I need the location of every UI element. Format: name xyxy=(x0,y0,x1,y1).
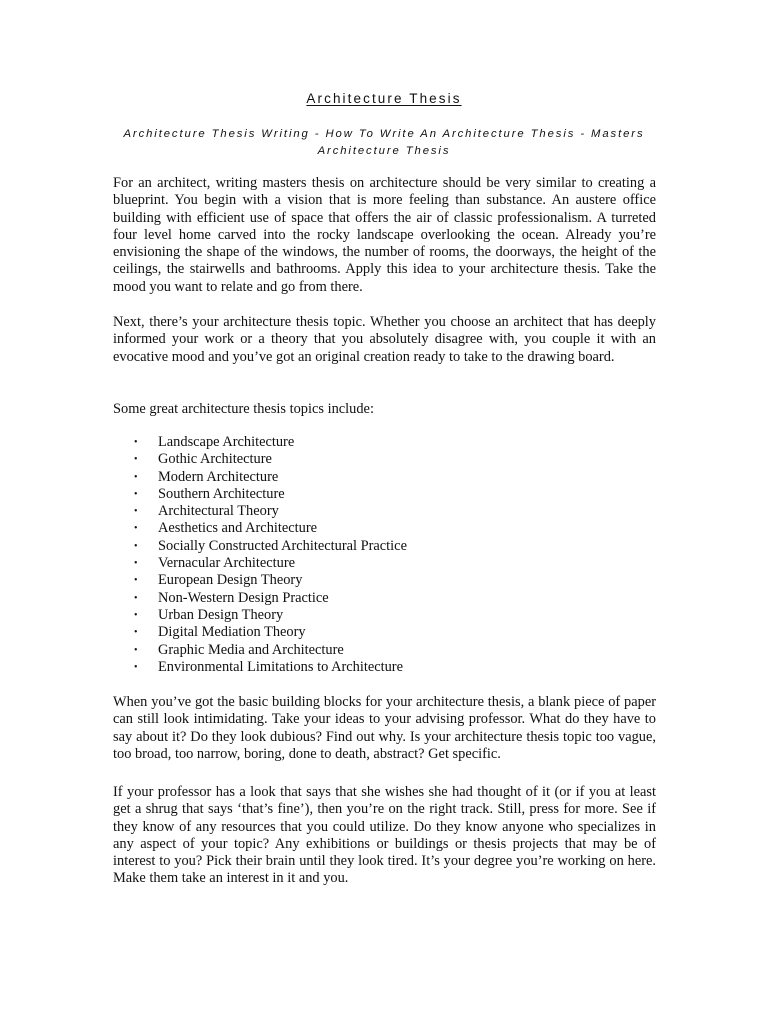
paragraph-topic: Next, there’s your architecture thesis topic. Whether you choose an architect that has deeply informed your work or a theory that you absolutely disagree with, you couple it with an evocative mood and you’ve got an original creation ready to take to the drawing board. xyxy=(113,314,656,365)
list-item-label: Non-Western Design Practice xyxy=(158,589,329,606)
paragraph-topics-lead: Some great architecture thesis topics include: xyxy=(113,401,374,417)
list-item-label: Environmental Limitations to Architecture xyxy=(158,658,403,675)
list-item xyxy=(113,590,656,607)
bullet-icon: • xyxy=(134,506,138,518)
list-item-label: European Design Theory xyxy=(158,572,303,589)
list-item-label: Vernacular Architecture xyxy=(158,555,296,572)
bullet-icon: • xyxy=(134,627,138,639)
paragraph-intro: For an architect, writing masters thesis on architecture should be very similar to creating a blueprint. You begin with a vision that is more feeling than substance. An austere office building with efficient use of space that offers the air of classic professionalism. A turreted four level home carved into the rocky landscape overlooking the ocean. Already you’re envisioning the shape of the windows, the number of rooms, the doorways, the height of the ceilings, the stairwells and bathrooms. Apply this idea to your architecture thesis. Take the mood you want to relate and go from there. xyxy=(113,175,656,295)
bullet-icon: • xyxy=(134,644,138,656)
bullet-icon: • xyxy=(134,609,138,621)
list-item xyxy=(113,434,656,451)
bullet-icon: • xyxy=(134,558,138,570)
list-item xyxy=(113,555,656,572)
bullet-icon: • xyxy=(134,540,138,552)
list-item xyxy=(113,642,656,659)
topic-list xyxy=(113,434,656,676)
list-item-label: Graphic Media and Architecture xyxy=(158,641,344,658)
list-item-label: Modern Architecture xyxy=(158,468,279,485)
list-item-label: Digital Mediation Theory xyxy=(158,624,306,641)
list-item xyxy=(113,572,656,589)
bullet-icon: • xyxy=(134,523,138,535)
paragraph-advising: When you’ve got the basic building blocks for your architecture thesis, a blank piece of paper can still look intimidating. Take your ideas to your advising professor. What do they have to say about it? Do they look dubious? Find out why. Is your architecture thesis topic too vague, too broad, too narrow, boring, done to death, abstract? Get specific. xyxy=(113,694,656,762)
list-item-label: Southern Architecture xyxy=(158,485,285,502)
list-item xyxy=(113,607,656,624)
bullet-icon: • xyxy=(134,575,138,587)
list-item xyxy=(113,469,656,486)
document-subtitle: Architecture Thesis Writing - How To Write An Architecture Thesis - Masters Architecture Thesis xyxy=(123,128,645,157)
list-item xyxy=(113,659,656,676)
bullet-icon: • xyxy=(134,488,138,500)
list-item xyxy=(113,486,656,503)
list-item-label: Architectural Theory xyxy=(158,503,279,520)
paragraph-professor: If your professor has a look that says that she wishes she had thought of it (or if you at least get a shrug that says ‘that’s fine’), then you’re on the right track. Still, press for more. See if they know of any resources that you could utilize. Do they know anyone who specializes in any aspect of your topic? Any exhibitions or buildings or thesis projects that may be of interest to you? Pick their brain until they look tired. It’s your degree you’re working on here. Make them take an interest in it and you. xyxy=(113,784,656,887)
list-item-label: Aesthetics and Architecture xyxy=(158,520,318,537)
bullet-icon: • xyxy=(134,592,138,604)
list-item-label: Landscape Architecture xyxy=(158,434,295,450)
document-title: Architecture Thesis xyxy=(306,91,462,106)
bullet-icon: • xyxy=(134,661,138,673)
list-item xyxy=(113,451,656,468)
bullet-icon: • xyxy=(134,454,138,466)
bullet-icon: • xyxy=(134,437,138,448)
list-item xyxy=(113,520,656,537)
list-item xyxy=(113,503,656,520)
list-item xyxy=(113,624,656,641)
list-item xyxy=(113,538,656,555)
list-item-label: Socially Constructed Architectural Practice xyxy=(158,537,407,554)
list-item-label: Gothic Architecture xyxy=(158,451,272,468)
list-item-label: Urban Design Theory xyxy=(158,606,284,623)
bullet-icon: • xyxy=(134,471,138,483)
